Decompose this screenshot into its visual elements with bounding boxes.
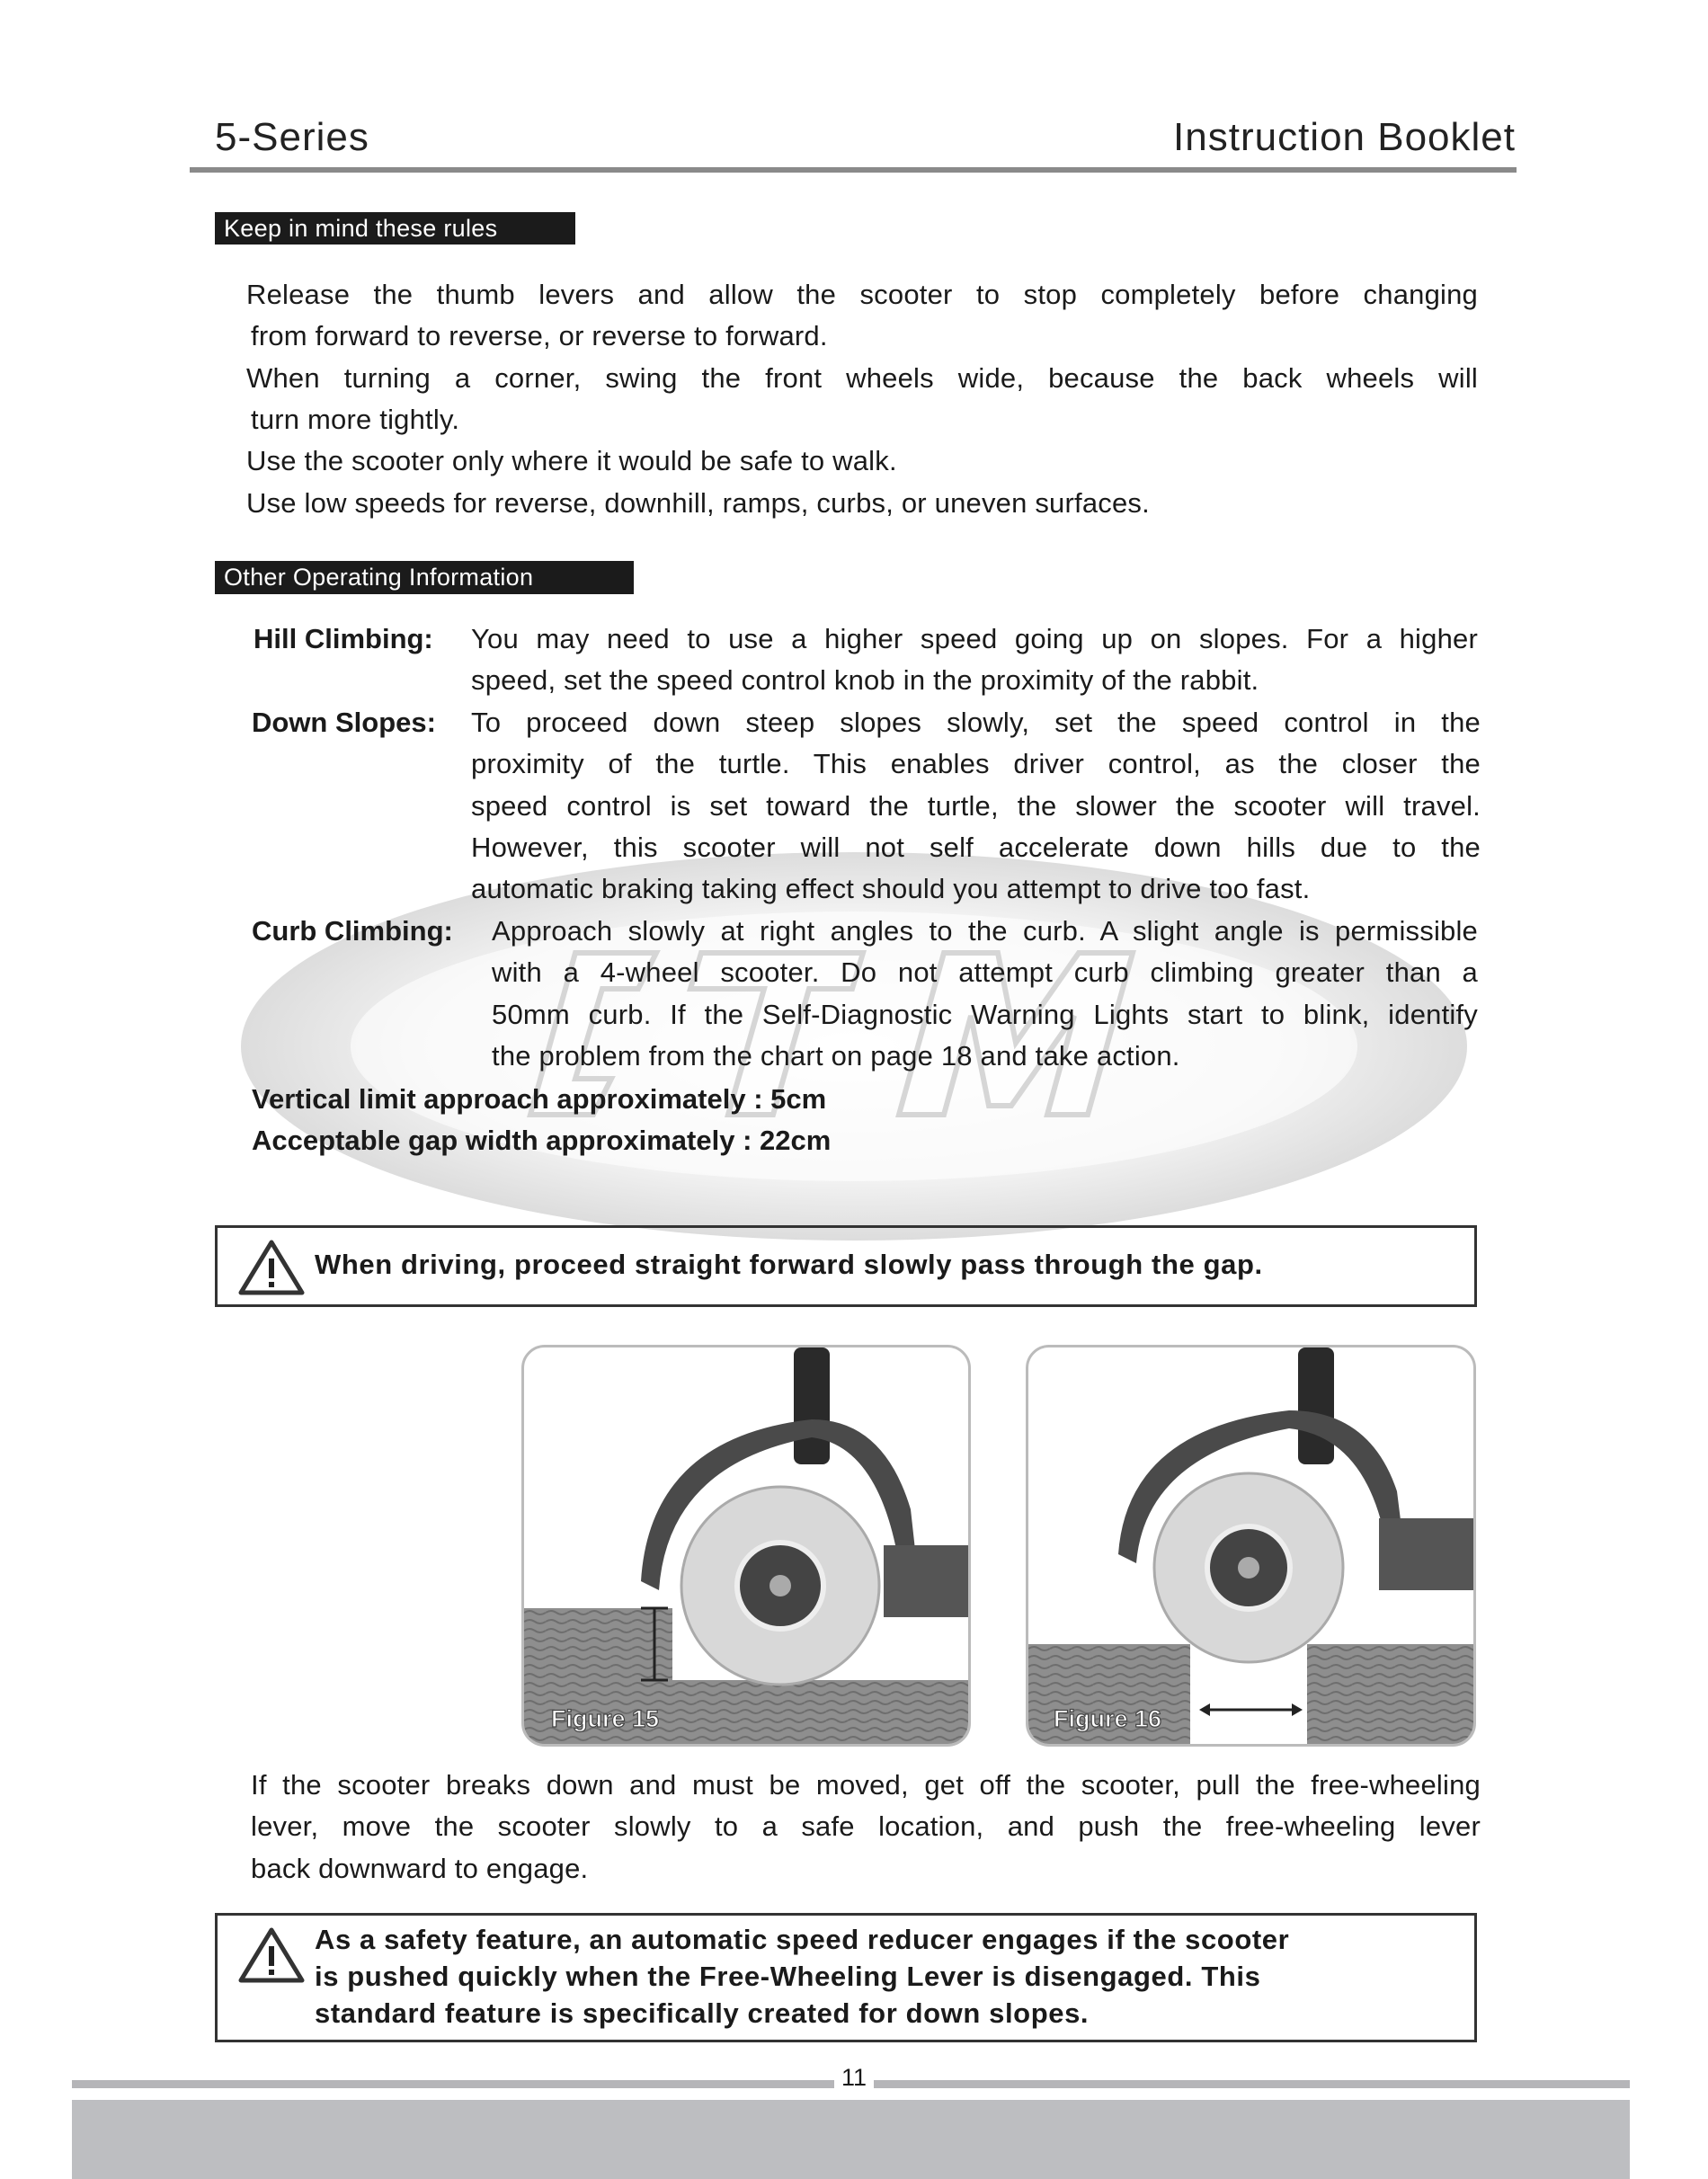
breakdown-line: lever, move the scooter slowly to a safe location, and push the free-wheeling lever <box>251 1810 1481 1843</box>
section-title-operating: Other Operating Information <box>215 561 634 594</box>
footer-band <box>72 2100 1630 2179</box>
rules-line: Use the scooter only where it would be safe to walk. <box>246 445 897 477</box>
rules-line: from forward to reverse, or reverse to forward. <box>251 320 828 352</box>
down-slopes-line: automatic braking taking effect should you attempt to drive too fast. <box>471 873 1311 905</box>
warning-line-3: standard feature is specifically created for down slopes. <box>315 1997 1090 2029</box>
down-slopes-line: However, this scooter will not self accelerate down hills due to the <box>471 831 1481 863</box>
rules-line: turn more tightly. <box>251 403 460 435</box>
page-number: 11 <box>834 2064 874 2091</box>
warning-box-speed-reducer <box>215 1913 1477 2042</box>
header-title: Instruction Booklet <box>1173 115 1516 159</box>
curb-climbing-line: with a 4-wheel scooter. Do not attempt curb climbing greater than a <box>492 956 1478 989</box>
header-rule <box>190 167 1517 173</box>
curb-climbing-illustration <box>524 1347 971 1747</box>
warning-line-2: is pushed quickly when the Free-Wheeling Lever is disengaged. This <box>315 1961 1261 1992</box>
curb-climbing-line: Approach slowly at right angles to the curb. A slight angle is permissible <box>492 915 1478 947</box>
header-series: 5-Series <box>215 115 369 159</box>
breakdown-line: If the scooter breaks down and must be moved, get off the scooter, pull the free-wheeling <box>251 1769 1481 1801</box>
curb-climbing-line: 50mm curb. If the Self-Diagnostic Warning Lights start to blink, identify <box>492 998 1478 1030</box>
down-slopes-line: proximity of the turtle. This enables driver control, as the closer the <box>471 748 1481 780</box>
down-slopes-label: Down Slopes: <box>252 707 436 738</box>
curb-climbing-line: the problem from the chart on page 18 and take action. <box>492 1039 1180 1072</box>
section-title-rules: Keep in mind these rules <box>215 212 575 245</box>
warning-text: When driving, proceed straight forward slowly pass through the gap. <box>315 1249 1263 1280</box>
hill-climbing-label: Hill Climbing: <box>254 623 433 654</box>
down-slopes-line: To proceed down steep slopes slowly, set the speed control in the <box>471 707 1481 738</box>
figure-16 <box>1026 1345 1476 1747</box>
breakdown-line: back downward to engage. <box>251 1852 589 1884</box>
figure-15-label: Figure 15 <box>551 1705 660 1732</box>
gap-crossing-illustration <box>1028 1347 1476 1747</box>
gap-width: Acceptable gap width approximately : 22cm <box>252 1125 832 1156</box>
warning-triangle-icon <box>237 1239 306 1296</box>
rules-line: When turning a corner, swing the front wheels wide, because the back wheels will <box>246 361 1478 394</box>
rules-line: Release the thumb levers and allow the scooter to stop completely before changing <box>246 279 1478 310</box>
figure-16-label: Figure 16 <box>1054 1705 1162 1732</box>
figure-15 <box>521 1345 971 1747</box>
hill-climbing-line: speed, set the speed control knob in the proximity of the rabbit. <box>471 664 1259 697</box>
vertical-limit: Vertical limit approach approximately : 5cm <box>252 1083 827 1115</box>
warning-box-gap <box>215 1225 1477 1307</box>
hill-climbing-line: You may need to use a higher speed going up on slopes. For a higher <box>471 623 1478 654</box>
down-slopes-line: speed control is set toward the turtle, the slower the scooter will travel. <box>471 789 1481 822</box>
warning-triangle-icon <box>237 1926 306 1984</box>
warning-line-1: As a safety feature, an automatic speed reducer engages if the scooter <box>315 1924 1290 1955</box>
curb-climbing-label: Curb Climbing: <box>252 915 453 947</box>
rules-line: Use low speeds for reverse, downhill, ramps, curbs, or uneven surfaces. <box>246 486 1150 519</box>
